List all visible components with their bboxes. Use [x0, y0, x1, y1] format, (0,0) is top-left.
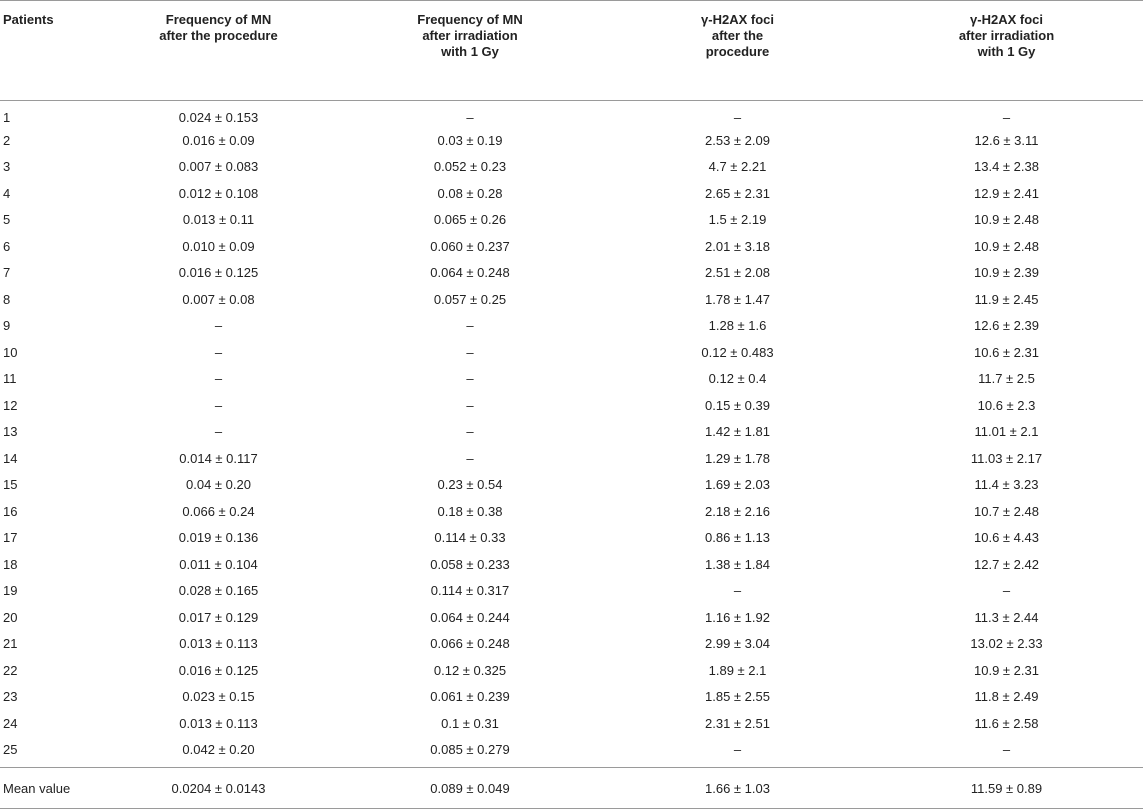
cell-h2ax-procedure: 0.15 ± 0.39 [705, 397, 770, 413]
cell-patient-id: 22 [3, 662, 18, 678]
cell-patient-id: 4 [3, 185, 11, 201]
cell-h2ax-procedure: 2.99 ± 3.04 [705, 636, 770, 652]
cell-mn-procedure: 0.04 ± 0.20 [186, 477, 251, 493]
cell-h2ax-procedure: 1.29 ± 1.78 [705, 450, 770, 466]
cell-h2ax-procedure: 1.28 ± 1.6 [708, 318, 767, 334]
table-row [0, 101, 1143, 128]
table-row [0, 260, 1143, 287]
table-row [0, 631, 1143, 658]
cell-h2ax-irradiation: 10.9 ± 2.31 [974, 662, 1039, 678]
table-row [0, 472, 1143, 499]
cell-mn-irradiation: 0.052 ± 0.23 [433, 159, 507, 175]
cell-h2ax-irradiation: 10.9 ± 2.48 [974, 238, 1039, 254]
cell-patient-id: 19 [3, 583, 18, 599]
cell-mn-procedure: 0.013 ± 0.11 [182, 212, 255, 228]
cell-mn-irradiation: – [466, 371, 474, 387]
cell-h2ax-irradiation: 10.6 ± 2.3 [977, 397, 1036, 413]
cell-mn-procedure: 0.042 ± 0.20 [182, 742, 255, 758]
cell-h2ax-procedure: 2.18 ± 2.16 [705, 503, 770, 519]
mean-mn-irradiation: 0.089 ± 0.049 [430, 780, 510, 796]
mean-h2ax-procedure: 1.66 ± 1.03 [705, 780, 770, 796]
mean-mn-procedure: 0.0204 ± 0.0143 [171, 780, 266, 796]
cell-patient-id: 20 [3, 609, 18, 625]
cell-mn-procedure: 0.011 ± 0.104 [179, 556, 258, 572]
cell-mn-irradiation: – [466, 397, 474, 413]
cell-patient-id: 5 [3, 212, 11, 228]
cell-mn-procedure: – [214, 371, 223, 387]
cell-mn-irradiation: 0.114 ± 0.317 [430, 583, 510, 599]
cell-h2ax-procedure: 1.85 ± 2.55 [705, 689, 770, 705]
table-row [0, 286, 1143, 313]
header-mn-irradiation: Frequency of MN after irradiation with 1 Gy [417, 12, 523, 59]
cell-h2ax-irradiation: 11.6 ± 2.58 [974, 715, 1039, 731]
cell-h2ax-procedure: 1.89 ± 2.1 [708, 662, 767, 678]
mean-h2ax-irradiation: 11.59 ± 0.89 [970, 780, 1043, 796]
cell-h2ax-procedure: 2.65 ± 2.31 [705, 185, 770, 201]
cell-h2ax-irradiation: – [1002, 583, 1011, 599]
cell-patient-id: 14 [3, 450, 18, 466]
mean-label: Mean value [3, 780, 71, 796]
table-row [0, 127, 1143, 154]
cell-h2ax-procedure: 2.53 ± 2.09 [705, 132, 770, 148]
table-row [0, 710, 1143, 737]
cell-h2ax-irradiation: 11.8 ± 2.49 [974, 689, 1039, 705]
cell-h2ax-procedure: 1.69 ± 2.03 [705, 477, 770, 493]
header-patients: Patients [3, 12, 54, 27]
cell-patient-id: 6 [3, 238, 11, 254]
cell-mn-procedure: 0.066 ± 0.24 [182, 503, 255, 519]
cell-mn-irradiation: – [466, 344, 474, 360]
cell-mn-procedure: 0.016 ± 0.125 [178, 662, 259, 678]
table-row [0, 233, 1143, 260]
cell-h2ax-procedure: – [733, 583, 742, 599]
cell-mn-irradiation: 0.064 ± 0.244 [430, 609, 510, 625]
cell-h2ax-procedure: 1.38 ± 1.84 [705, 556, 770, 572]
cell-h2ax-irradiation: 12.7 ± 2.42 [974, 556, 1039, 572]
cell-mn-procedure: 0.013 ± 0.113 [179, 636, 258, 652]
table-row [0, 551, 1143, 578]
table-row [0, 419, 1143, 446]
cell-h2ax-procedure: – [733, 742, 742, 758]
table-row [0, 392, 1143, 419]
cell-mn-irradiation: 0.085 ± 0.279 [430, 742, 510, 758]
cell-mn-irradiation: 0.061 ± 0.239 [430, 689, 510, 705]
cell-h2ax-irradiation: 10.7 ± 2.48 [974, 503, 1039, 519]
cell-mn-procedure: 0.023 ± 0.15 [182, 689, 255, 705]
cell-h2ax-procedure: 2.31 ± 2.51 [705, 715, 770, 731]
cell-mn-irradiation: 0.065 ± 0.26 [433, 212, 507, 228]
cell-patient-id: 8 [3, 291, 11, 307]
cell-mn-procedure: 0.007 ± 0.08 [182, 291, 255, 307]
cell-patient-id: 1 [3, 109, 11, 125]
cell-h2ax-irradiation: 13.02 ± 2.33 [970, 636, 1043, 652]
cell-h2ax-procedure: 2.51 ± 2.08 [705, 265, 770, 281]
header-h2ax-procedure: γ-H2AX foci after the procedure [701, 12, 774, 59]
cell-mn-irradiation: 0.12 ± 0.325 [433, 662, 507, 678]
cell-h2ax-irradiation: 10.9 ± 2.48 [974, 212, 1039, 228]
cell-mn-irradiation: – [466, 318, 474, 334]
cell-patient-id: 12 [3, 397, 18, 413]
cell-h2ax-irradiation: – [1002, 742, 1011, 758]
cell-mn-irradiation: 0.066 ± 0.248 [430, 636, 510, 652]
cell-h2ax-irradiation: 10.9 ± 2.39 [974, 265, 1039, 281]
table-row [0, 366, 1143, 393]
table-row [0, 525, 1143, 552]
cell-mn-irradiation: 0.060 ± 0.237 [430, 238, 510, 254]
cell-mn-procedure: 0.014 ± 0.117 [179, 450, 258, 466]
cell-mn-procedure: 0.012 ± 0.108 [178, 185, 259, 201]
table-row [0, 657, 1143, 684]
cell-patient-id: 24 [3, 715, 18, 731]
cell-h2ax-irradiation: 11.7 ± 2.5 [978, 371, 1035, 387]
mean-row [0, 768, 1143, 809]
table-row [0, 445, 1143, 472]
table-row [0, 684, 1143, 711]
cell-mn-procedure: 0.010 ± 0.09 [182, 238, 255, 254]
table-body [0, 101, 1143, 768]
cell-patient-id: 17 [3, 530, 18, 546]
cell-patient-id: 13 [3, 424, 18, 440]
cell-h2ax-irradiation: 13.4 ± 2.38 [974, 159, 1039, 175]
cell-h2ax-irradiation: 10.6 ± 2.31 [974, 344, 1039, 360]
cell-mn-irradiation: 0.08 ± 0.28 [437, 185, 503, 201]
cell-h2ax-procedure: 1.78 ± 1.47 [705, 291, 770, 307]
cell-h2ax-procedure: 0.12 ± 0.483 [701, 344, 774, 360]
cell-mn-irradiation: – [466, 450, 474, 466]
cell-patient-id: 23 [3, 689, 18, 705]
cell-h2ax-procedure: 0.12 ± 0.4 [708, 371, 767, 387]
cell-mn-irradiation: 0.23 ± 0.54 [437, 477, 503, 493]
header-h2ax-irradiation: γ-H2AX foci after irradiation with 1 Gy [958, 12, 1055, 59]
table-row [0, 180, 1143, 207]
cell-mn-irradiation: – [466, 109, 474, 125]
table-row [0, 737, 1143, 764]
cell-mn-irradiation: – [466, 424, 474, 440]
cell-h2ax-irradiation: 11.03 ± 2.17 [970, 450, 1043, 466]
cell-h2ax-irradiation: – [1002, 109, 1011, 125]
cell-patient-id: 7 [3, 265, 11, 281]
table-row [0, 339, 1143, 366]
cell-mn-irradiation: 0.058 ± 0.233 [430, 556, 510, 572]
cell-h2ax-procedure: 1.42 ± 1.81 [705, 424, 770, 440]
cell-h2ax-procedure: 0.86 ± 1.13 [705, 530, 770, 546]
cell-h2ax-irradiation: 12.6 ± 2.39 [974, 318, 1039, 334]
cell-patient-id: 10 [3, 344, 18, 360]
table-row [0, 578, 1143, 605]
cell-patient-id: 2 [3, 132, 11, 148]
cell-patient-id: 3 [3, 159, 11, 175]
header-row [0, 1, 1143, 101]
cell-h2ax-irradiation: 11.3 ± 2.44 [974, 609, 1039, 625]
cell-mn-procedure: – [214, 424, 223, 440]
cell-mn-procedure: 0.028 ± 0.165 [178, 583, 259, 599]
cell-h2ax-procedure: – [733, 109, 742, 125]
table-row [0, 313, 1143, 340]
cell-h2ax-procedure: 1.16 ± 1.92 [705, 609, 770, 625]
cell-h2ax-irradiation: 11.4 ± 3.23 [974, 477, 1039, 493]
cell-mn-procedure: – [214, 344, 223, 360]
cell-h2ax-irradiation: 10.6 ± 4.43 [974, 530, 1039, 546]
cell-patient-id: 16 [3, 503, 18, 519]
cell-mn-procedure: 0.017 ± 0.129 [178, 609, 259, 625]
table-row [0, 604, 1143, 631]
cell-h2ax-procedure: 1.5 ± 2.19 [708, 212, 767, 228]
header-mn-procedure: Frequency of MN after the procedure [159, 12, 278, 43]
cell-mn-procedure: 0.024 ± 0.153 [178, 109, 259, 125]
table-row [0, 207, 1143, 234]
cell-h2ax-procedure: 2.01 ± 3.18 [705, 238, 770, 254]
cell-h2ax-procedure: 4.7 ± 2.21 [708, 159, 767, 175]
table-row [0, 498, 1143, 525]
cell-mn-irradiation: 0.114 ± 0.33 [434, 530, 506, 546]
cell-h2ax-irradiation: 11.9 ± 2.45 [974, 291, 1039, 307]
cell-patient-id: 11 [3, 371, 17, 387]
cell-mn-procedure: 0.007 ± 0.083 [178, 159, 259, 175]
table-row [0, 154, 1143, 181]
cell-patient-id: 15 [3, 477, 18, 493]
cell-mn-irradiation: 0.057 ± 0.25 [433, 291, 507, 307]
cell-h2ax-irradiation: 12.9 ± 2.41 [974, 185, 1039, 201]
cell-mn-procedure: – [214, 397, 223, 413]
cell-mn-irradiation: 0.1 ± 0.31 [441, 715, 499, 731]
cell-patient-id: 18 [3, 556, 18, 572]
cell-mn-procedure: 0.016 ± 0.09 [182, 132, 255, 148]
cell-mn-irradiation: 0.18 ± 0.38 [437, 503, 503, 519]
cell-mn-procedure: – [214, 318, 223, 334]
cell-mn-irradiation: 0.03 ± 0.19 [437, 132, 503, 148]
cell-mn-procedure: 0.016 ± 0.125 [178, 265, 259, 281]
cell-patient-id: 9 [3, 318, 11, 334]
cell-mn-procedure: 0.013 ± 0.113 [179, 715, 258, 731]
cell-patient-id: 25 [3, 742, 18, 758]
cell-h2ax-irradiation: 12.6 ± 3.11 [974, 132, 1039, 148]
cell-mn-irradiation: 0.064 ± 0.248 [430, 265, 510, 281]
cell-h2ax-irradiation: 11.01 ± 2.1 [974, 424, 1039, 440]
cell-mn-procedure: 0.019 ± 0.136 [178, 530, 259, 546]
cell-patient-id: 21 [3, 636, 18, 652]
